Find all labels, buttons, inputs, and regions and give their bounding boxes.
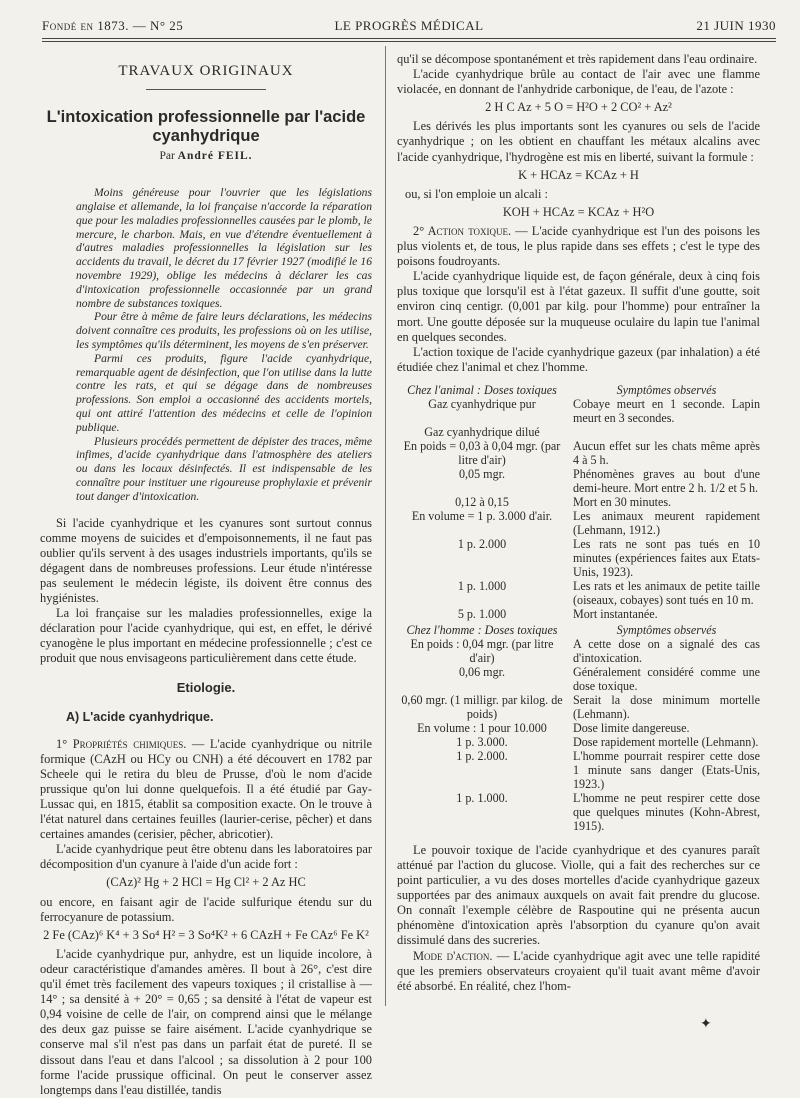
symptom-cell: Cobaye meurt en 1 seconde. Lapin meurt en 3 secondes. — [573, 396, 760, 425]
symptom-cell: L'homme ne peut respirer cette dose que quelques minutes (Kohn-Abrest, 1915). — [573, 790, 760, 833]
symptom-cell: Mort instantanée. — [573, 606, 658, 621]
dose-cell: 1 p. 3.000. — [456, 734, 508, 749]
subheading-acid: A) L'acide cyanhydrique. — [66, 709, 214, 724]
dose-cell: Gaz cyanhydrique dilué — [424, 424, 540, 439]
dose-cell: En poids = 0,03 à 0,04 mgr. (par litre d'air) — [403, 438, 561, 467]
table-header-symptoms: Symptômes observés — [616, 382, 717, 397]
author-prefix: Par — [159, 150, 175, 163]
equation: K + HCAz = KCAz + H — [518, 167, 639, 182]
animal-toxicity-table — [397, 383, 760, 621]
body-paragraph: L'acide cyanhydrique peut être obtenu dans les laboratoires par décomposition d'un cyanure à l'aide d'un acide fort : — [40, 842, 372, 872]
dose-cell: Gaz cyanhydrique pur — [428, 396, 536, 411]
right-column — [397, 52, 760, 994]
paragraph-text: — L'acide cyanhydrique agit avec une telle rapidité que les premiers observateurs croyaient qu'il tuait avant même d'avoir été absorbé. En réalité, chez l'hom- — [397, 948, 760, 993]
table-row — [397, 537, 760, 579]
column-divider — [385, 46, 386, 1006]
equation: 2 H C Az + 5 O = H²O + 2 CO² + Az² — [485, 100, 672, 115]
abstract — [40, 186, 372, 503]
symptom-cell: Serait la dose minimum mortelle (Lehmann). — [573, 692, 760, 721]
equation: KOH + HCAz = KCAz + H²O — [502, 204, 655, 219]
symptom-cell: L'homme pourrait respirer cette dose 1 minute sans danger (Etats-Unis, 1923.) — [573, 748, 760, 791]
body-paragraph: L'acide cyanhydrique brûle au contact de l'air avec une flamme violacée, en donnant de l'anhydride carbonique, de l'eau, de l'azote : — [397, 67, 760, 97]
symptom-cell — [567, 425, 760, 439]
table-header-row — [397, 383, 760, 397]
dose-cell: 0,12 à 0,15 — [455, 494, 509, 509]
symptom-cell: Mort en 30 minutes. — [573, 494, 672, 509]
section-heading: TRAVAUX ORIGINAUX — [118, 63, 294, 79]
symptom-cell: Aucun effet sur les chats même après 4 à 5 h. — [573, 438, 760, 467]
dose-cell: En poids : 0,04 mgr. (par litre d'air) — [410, 636, 554, 665]
dose-cell: 1 p. 2.000 — [457, 536, 507, 551]
ornament-icon: ✦ — [700, 1017, 712, 1032]
header-journal-title: LE PROGRÈS MÉDICAL — [334, 18, 484, 33]
body-paragraph: ou encore, en faisant agir de l'acide sulfurique étendu sur du ferrocyanure de potassium. — [40, 894, 372, 924]
run-in-heading: 2° Action toxique. — [413, 223, 512, 238]
table-row — [397, 791, 760, 833]
body-paragraph: L'acide cyanhydrique pur, anhydre, est un liquide incolore, à odeur caractéristique d'amandes amères. Il bout à 26°, c'est dire qu'il émet très facilement des vapeurs toxiques ; il cristallise à — 14° ; sa densité à + 20° = 0,65 ; sa densité à l'état de vapeur est 0,94 voisine de celle de l'air, on comprend ainsi que le mélange des deux gaz puisse se faire aisément. L'acide cyanhydrique se conserve mal s'il n'est pas dans un parfait état de pureté. Il se dissout dans l'eau et dans l'alcool ; sa dissolution à 2 pour 100 forme l'acide prussique officinal. On peut le conserver assez longtemps dans l'eau distillée, tandis — [40, 946, 372, 1097]
table-header-row — [397, 623, 760, 637]
dose-cell: 1 p. 1.000 — [457, 578, 507, 593]
author-name: André FEIL. — [177, 150, 253, 163]
left-column — [40, 52, 372, 1098]
body-paragraph: L'acide cyanhydrique liquide est, de façon générale, deux à cinq fois plus toxique que lorsqu'il est à l'état gazeux. Il suffit d'une goutte, soit environ cinq centigr. (0,001 par kilg. pour l'homme) pour entraîner la mort. Une goutte déposée sur la muqueuse oculaire du lapin tue l'animal en quelques secondes. — [397, 269, 760, 344]
article-title: L'intoxication professionnelle par l'acide cyanhydrique — [46, 108, 366, 146]
symptom-cell: Dose rapidement mortelle (Lehmann). — [573, 734, 759, 749]
table-row — [397, 607, 760, 621]
table-row — [397, 735, 760, 749]
body-paragraph: Si l'acide cyanhydrique et les cyanures sont surtout connus comme moyens de suicides et d'empoisonnements, il ne faut pas oublier qu'ils servent à des usages industriels importants, qu'ils se dégagent dans de nombreuses professions. Leur étude n'intéresse pas seulement le médecin légiste, ils doivent être connus des hygiénistes. — [40, 515, 372, 605]
symptom-cell: Généralement considéré comme une dose toxique. — [573, 664, 760, 693]
header-date: 21 JUIN 1930 — [696, 18, 776, 33]
header-rule — [42, 38, 776, 42]
table-row — [397, 397, 760, 425]
body-paragraph: Le pouvoir toxique de l'acide cyanhydrique et des cyanures paraît atténué par l'action du glucose. Violle, qui a fait des recherches sur ce point particulier, a vu des doses mortelles d'acide cyanhydrique gazeux supportées par des animaux auxquels on avait fait prendre du glucose. On connaît l'exemple célèbre de Raspoutine qui ne présenta aucun phénomène d'intoxication après l'absorption du cyanure qu'on avait dissimulé dans des sucreries. — [397, 842, 760, 948]
dose-cell: 1 p. 2.000. — [456, 748, 508, 763]
symptom-cell: Phénomènes graves au bout d'une demi-heure. Mort entre 2 h. 1/2 et 5 h. — [573, 466, 760, 495]
dose-cell: En volume = 1 p. 3.000 d'air. — [411, 508, 553, 523]
run-in-heading: Mode d'action. — [413, 948, 493, 963]
dose-cell: 0,05 mgr. — [458, 466, 506, 481]
table-row — [397, 495, 760, 509]
symptom-cell: Dose limite dangereuse. — [573, 720, 690, 735]
paragraph-text: — L'acide cyanhydrique est l'un des poisons les plus violents et, de tous, le plus rapide dans ses effets ; c'est le type des poisons foudroyants. — [397, 223, 760, 269]
table-row — [397, 425, 760, 439]
body-paragraph: L'action toxique de l'acide cyanhydrique gazeux (par inhalation) a été étudiée chez l'animal et chez l'homme. — [397, 344, 760, 374]
table-row — [397, 665, 760, 693]
table-row — [397, 439, 760, 467]
dose-cell: 1 p. 1.000. — [456, 790, 508, 805]
header-founded: Fondé en 1873. — N° 25 — [42, 18, 184, 33]
equation: 2 Fe (CAz)⁶ K⁴ + 3 So⁴ H² = 3 So⁴K² + 6 CAzH + Fe CAz⁶ Fe K² — [43, 927, 369, 942]
section-rule — [146, 89, 266, 90]
abstract-paragraph: Moins généreuse pour l'ouvrier que les législations anglaise et allemande, la loi française n'accorde la réparation que pour les maladies professionnelles causées par le plomb, le mercure, le charbon. Mais, en vue d'étendre éventuellement à d'autres maladies professionnelles la législation sur les accidents du travail, le décret du 17 février 1927 (modifié le 16 novembre 1929), oblige les médecins à déclarer les cas d'intoxication professionnelle occasionnée par un grand nombre de substances toxiques. — [76, 186, 372, 310]
dose-cell: 0,60 mgr. (1 milligr. par kilog. de poids) — [401, 692, 563, 721]
body-paragraph: qu'il se décompose spontanément et très rapidement dans l'eau ordinaire. — [397, 52, 758, 66]
dose-cell: 0,06 mgr. — [458, 664, 506, 679]
symptom-cell: Les rats et les animaux de petite taille (oiseaux, cobayes) sont tués en 10 m. — [573, 578, 760, 607]
table-row — [397, 721, 760, 735]
human-toxicity-table — [397, 623, 760, 833]
table-row — [397, 467, 760, 495]
paragraph-text: — L'acide cyanhydrique ou nitrile formique (CAzH ou HCy ou CNH) a été découvert en 1782 par Scheele qui le retira du bleu de Prusse, d'où le nom d'acide prussique qu'on lui donne quelquefois. Il a été étudié par Gay-Lussac qui, en 1815, établit sa composition exacte. On le trouve à l'état naturel dans certaines feuilles (laurier-cerise, pêcher) et dans certaines amandes (cerisier, pêcher, abricotier). — [40, 736, 373, 842]
abstract-paragraph: Plusieurs procédés permettent de dépister des traces, même infimes, d'acide cyanhydrique dans l'atmosphère des ateliers ou dans les locaux désinfectés. Il est indispensable de les connaître pour instituer une rigoureuse prophylaxie et prévenir tout danger d'intoxication. — [76, 434, 372, 503]
table-row — [397, 579, 760, 607]
abstract-paragraph: Parmi ces produits, figure l'acide cyanhydrique, remarquable agent de désinfection, que l'on utilise dans la lutte contre les rats, et qui se dégage dans de nombreuses professions. Son emploi a occasionné des accidents mortels, qui ont attiré l'attention des médecins et celle de l'opinion publique. — [76, 351, 372, 434]
table-row — [397, 509, 760, 537]
body-paragraph: La loi française sur les maladies professionnelles, exige la déclaration pour l'acide cyanhydrique, qui est, en effet, le dérivé cyanogène le plus important en médecine professionnelle ; c'est ce produit que nous envisageons particulièrement dans cette étude. — [40, 606, 372, 666]
symptom-cell: A cette dose on a signalé des cas d'intoxication. — [573, 636, 760, 665]
table-row — [397, 693, 760, 721]
table-row — [397, 637, 760, 665]
symptom-cell: Les rats ne sont pas tués en 10 minutes (expériences faites aux Etats-Unis, 1923). — [573, 536, 760, 579]
table-header-doses: Chez l'animal : Doses toxiques — [407, 382, 557, 397]
body-paragraph — [40, 737, 372, 843]
run-in-heading: 1° Propriétés chimiques. — [56, 736, 187, 751]
abstract-paragraph: Pour être à même de faire leurs déclarations, les médecins doivent connaître ces produits, les professions où on les utilise, les symptômes qu'ils déterminent, les moyens de s'en préserver. — [76, 310, 372, 351]
table-header-doses: Chez l'homme : Doses toxiques — [406, 622, 558, 637]
table-row — [397, 749, 760, 791]
article-author — [40, 149, 372, 164]
symptom-cell: Les animaux meurent rapidement (Lehmann, 1912.) — [573, 508, 760, 537]
running-header — [42, 18, 776, 38]
table-header-symptoms: Symptômes observés — [616, 622, 717, 637]
body-paragraph — [397, 949, 760, 994]
body-paragraph: Les dérivés les plus importants sont les cyanures ou sels de l'acide cyanhydrique ; on les obtient en chauffant les métaux alcalins avec l'acide cyanhydrique, l'hydrogène est mis en liberté, suivant la formule : — [397, 119, 760, 164]
dose-cell: En volume : 1 pour 10.000 — [417, 720, 547, 735]
dose-cell: 5 p. 1.000 — [457, 606, 507, 621]
body-paragraph: ou, si l'on emploie un alcali : — [405, 186, 548, 201]
body-paragraph — [397, 224, 760, 269]
etiologie-heading: Etiologie. — [176, 680, 236, 696]
equation: (CAz)² Hg + 2 HCl = Hg Cl² + 2 Az HC — [106, 875, 306, 890]
